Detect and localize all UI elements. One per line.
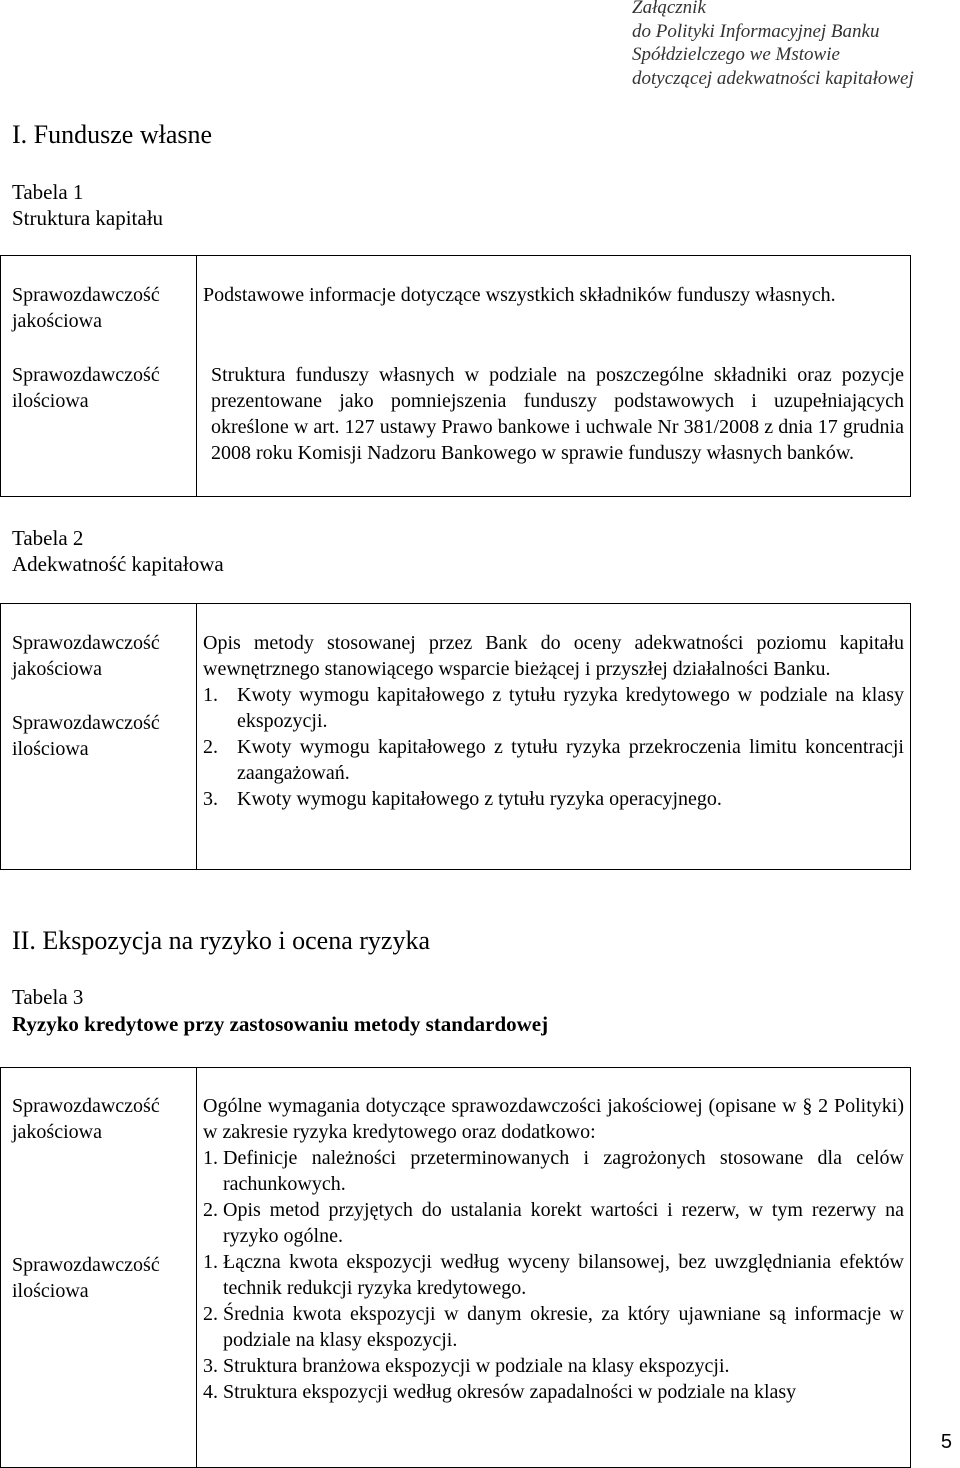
quantitative-list bbox=[203, 1249, 904, 1405]
qualitative-label: Sprawozdawczość jakościowa bbox=[12, 632, 160, 680]
list-item: 3. Kwoty wymogu kapitałowego z tytułu ryzyka operacyjnego. bbox=[203, 788, 722, 810]
list-item: 2. Średnia kwota ekspozycji w danym okresie, za który ujawniane są informacje w podziale na klasy ekspozycji. bbox=[203, 1303, 904, 1351]
table-title: Adekwatność kapitałowa bbox=[12, 552, 224, 576]
list-item: 1. Łączna kwota ekspozycji według wyceny bilansowej, bez uwzględniania efektów technik redukcji ryzyka kredytowego. bbox=[203, 1251, 904, 1299]
table-label: Tabela 1 bbox=[12, 180, 84, 204]
qualitative-text: Opis metody stosowanej przez Bank do oceny adekwatności poziomu kapitału wewnętrznego stanowiącego wsparcie bieżącej i przyszłej działalności Banku. bbox=[203, 632, 904, 680]
annex-line: Spółdzielczego we Mstowie bbox=[632, 44, 840, 65]
quantitative-label: Sprawozdawczość ilościowa bbox=[12, 712, 160, 760]
list-item: 2. Opis metod przyjętych do ustalania korekt wartości i rezerw, w tym rezerwy na ryzyko ogólne. bbox=[203, 1199, 904, 1247]
annex-line: do Polityki Informacyjnej Banku bbox=[632, 20, 880, 42]
annex-line: Załącznik bbox=[632, 0, 706, 18]
list-item: 1. Kwoty wymogu kapitałowego z tytułu ryzyka kredytowego w podziale na klasy ekspozycji. bbox=[203, 684, 904, 732]
qualitative-label: Sprawozdawczość jakościowa bbox=[12, 284, 160, 332]
quantitative-label: Sprawozdawczość ilościowa bbox=[12, 1254, 160, 1302]
section-heading: II. Ekspozycja na ryzyko i ocena ryzyka bbox=[12, 926, 430, 955]
qualitative-text: Podstawowe informacje dotyczące wszystkich składników funduszy własnych. bbox=[203, 284, 836, 306]
quantitative-label: Sprawozdawczość ilościowa bbox=[12, 364, 160, 412]
table-3-box bbox=[0, 1067, 911, 1468]
table-label: Tabela 3 bbox=[12, 985, 84, 1009]
table-2-box bbox=[0, 603, 911, 870]
requirements-list bbox=[203, 682, 904, 812]
section-heading: I. Fundusze własne bbox=[12, 120, 213, 149]
list-item: 3. Struktura branżowa ekspozycji w podziale na klasy ekspozycji. bbox=[203, 1355, 730, 1377]
list-item: 4. Struktura ekspozycji według okresów zapadalności w podziale na klasy bbox=[203, 1381, 797, 1403]
table-title: Struktura kapitału bbox=[12, 206, 164, 230]
list-item: 1. Definicje należności przeterminowanych i zagrożonych stosowane dla celów rachunkowych. bbox=[203, 1147, 904, 1195]
page-number: 5 bbox=[940, 1431, 952, 1453]
quantitative-text: Struktura funduszy własnych w podziale na poszczególne składniki oraz pozycje prezentowane jako pomniejszenia funduszy podstawowych i uzupełniających określone w art. 127 ustawy Prawo bankowe i uchwale Nr 381/2008 z dnia 17 grudnia 2008 roku Komisji Nadzoru Bankowego w sprawie funduszy własnych banków. bbox=[211, 364, 904, 464]
qualitative-list bbox=[203, 1145, 904, 1249]
table-1-box bbox=[0, 255, 911, 497]
qualitative-intro: Ogólne wymagania dotyczące sprawozdawczości jakościowej (opisane w § 2 Polityki) w zakresie ryzyka kredytowego oraz dodatkowo: bbox=[203, 1095, 904, 1143]
list-item: 2. Kwoty wymogu kapitałowego z tytułu ryzyka przekroczenia limitu koncentracji zaangażowań. bbox=[203, 736, 904, 784]
table-title: Ryzyko kredytowe przy zastosowaniu metody standardowej bbox=[12, 1012, 549, 1036]
table-label: Tabela 2 bbox=[12, 526, 84, 550]
qualitative-label: Sprawozdawczość jakościowa bbox=[12, 1095, 160, 1143]
annex-line: dotyczącej adekwatności kapitałowej bbox=[632, 67, 914, 89]
annex-header bbox=[632, 0, 914, 90]
